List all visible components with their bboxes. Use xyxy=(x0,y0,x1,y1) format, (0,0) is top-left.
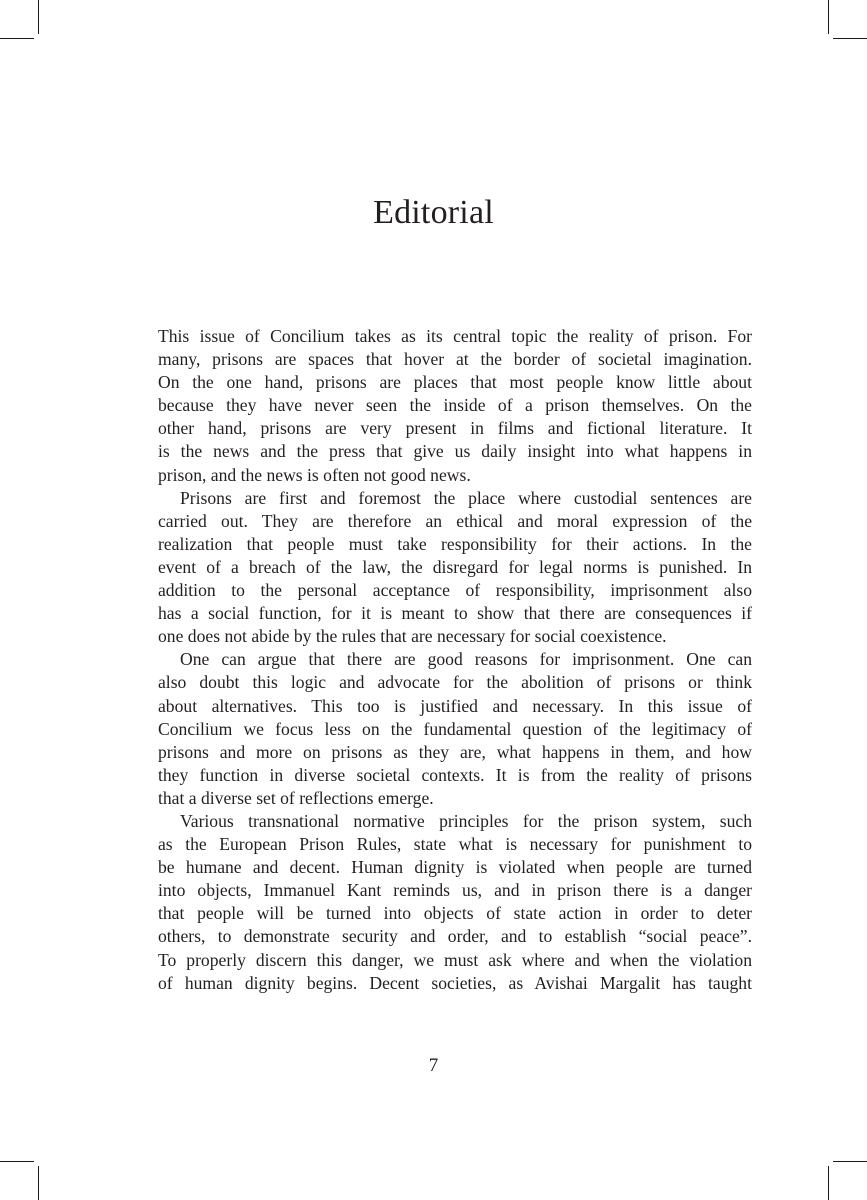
text-line: On the one hand, prisons are places that most people know little about xyxy=(158,372,752,393)
paragraph xyxy=(158,325,752,487)
crop-mark-bottom-right-horizontal xyxy=(833,1161,867,1162)
text-line: realization that people must take responsibility for their actions. In the xyxy=(158,533,752,554)
text-line: of human dignity begins. Decent societies, as Avishai Margalit has taught xyxy=(158,972,752,993)
crop-mark-top-left-vertical xyxy=(38,0,39,34)
text-line: prison, and the news is often not good news. xyxy=(158,464,471,485)
text-line: that a diverse set of reflections emerge. xyxy=(158,787,434,808)
text-line: Concilium we focus less on the fundamental question of the legitimacy of xyxy=(158,718,752,739)
text-line: because they have never seen the inside of a prison themselves. On the xyxy=(158,395,752,416)
text-line: Various transnational normative principles for the prison system, such xyxy=(180,810,752,831)
page-number: 7 xyxy=(428,1055,439,1076)
text-line: Prisons are first and foremost the place where custodial sentences are xyxy=(180,487,752,508)
crop-mark-bottom-right-vertical xyxy=(828,1166,829,1200)
crop-mark-top-right-vertical xyxy=(828,0,829,34)
paragraph xyxy=(158,648,752,810)
crop-mark-top-right-horizontal xyxy=(833,38,867,39)
body-text xyxy=(158,325,752,995)
text-line: This issue of Concilium takes as its central topic the reality of prison. For xyxy=(158,326,752,346)
text-line: many, prisons are spaces that hover at the border of societal imagination. xyxy=(158,349,752,370)
text-line: into objects, Immanuel Kant reminds us, and in prison there is a danger xyxy=(158,880,752,901)
text-line: that people will be turned into objects of state action in order to deter xyxy=(158,903,752,924)
crop-mark-top-left-horizontal xyxy=(0,38,34,39)
text-line: One can argue that there are good reasons for imprisonment. One can xyxy=(180,649,752,670)
text-line: carried out. They are therefore an ethical and moral expression of the xyxy=(158,510,752,531)
text-line: about alternatives. This too is justified and necessary. In this issue of xyxy=(158,695,752,716)
text-line: event of a breach of the law, the disregard for legal norms is punished. In xyxy=(158,556,752,577)
text-line: as the European Prison Rules, state what is necessary for punishment to xyxy=(158,834,752,855)
text-line: also doubt this logic and advocate for the abolition of prisons or think xyxy=(158,672,752,693)
text-line: one does not abide by the rules that are necessary for social coexistence. xyxy=(158,626,667,647)
text-line: To properly discern this danger, we must ask where and when the violation xyxy=(158,949,752,970)
text-line: other hand, prisons are very present in films and fictional literature. It xyxy=(158,418,752,439)
text-line: be humane and decent. Human dignity is violated when people are turned xyxy=(158,857,752,878)
text-line: is the news and the press that give us daily insight into what happens in xyxy=(158,441,752,462)
page-title: Editorial xyxy=(373,194,494,231)
crop-mark-bottom-left-horizontal xyxy=(0,1161,34,1162)
paragraph xyxy=(158,810,752,995)
paragraph xyxy=(158,487,752,649)
text-line: addition to the personal acceptance of responsibility, imprisonment also xyxy=(158,580,752,601)
text-line: others, to demonstrate security and order, and to establish “social peace”. xyxy=(158,926,752,947)
text-line: prisons and more on prisons as they are, what happens in them, and how xyxy=(158,741,752,762)
text-line: has a social function, for it is meant to show that there are consequences if xyxy=(158,603,752,624)
crop-mark-bottom-left-vertical xyxy=(38,1166,39,1200)
text-line: they function in diverse societal contexts. It is from the reality of prisons xyxy=(158,764,752,785)
